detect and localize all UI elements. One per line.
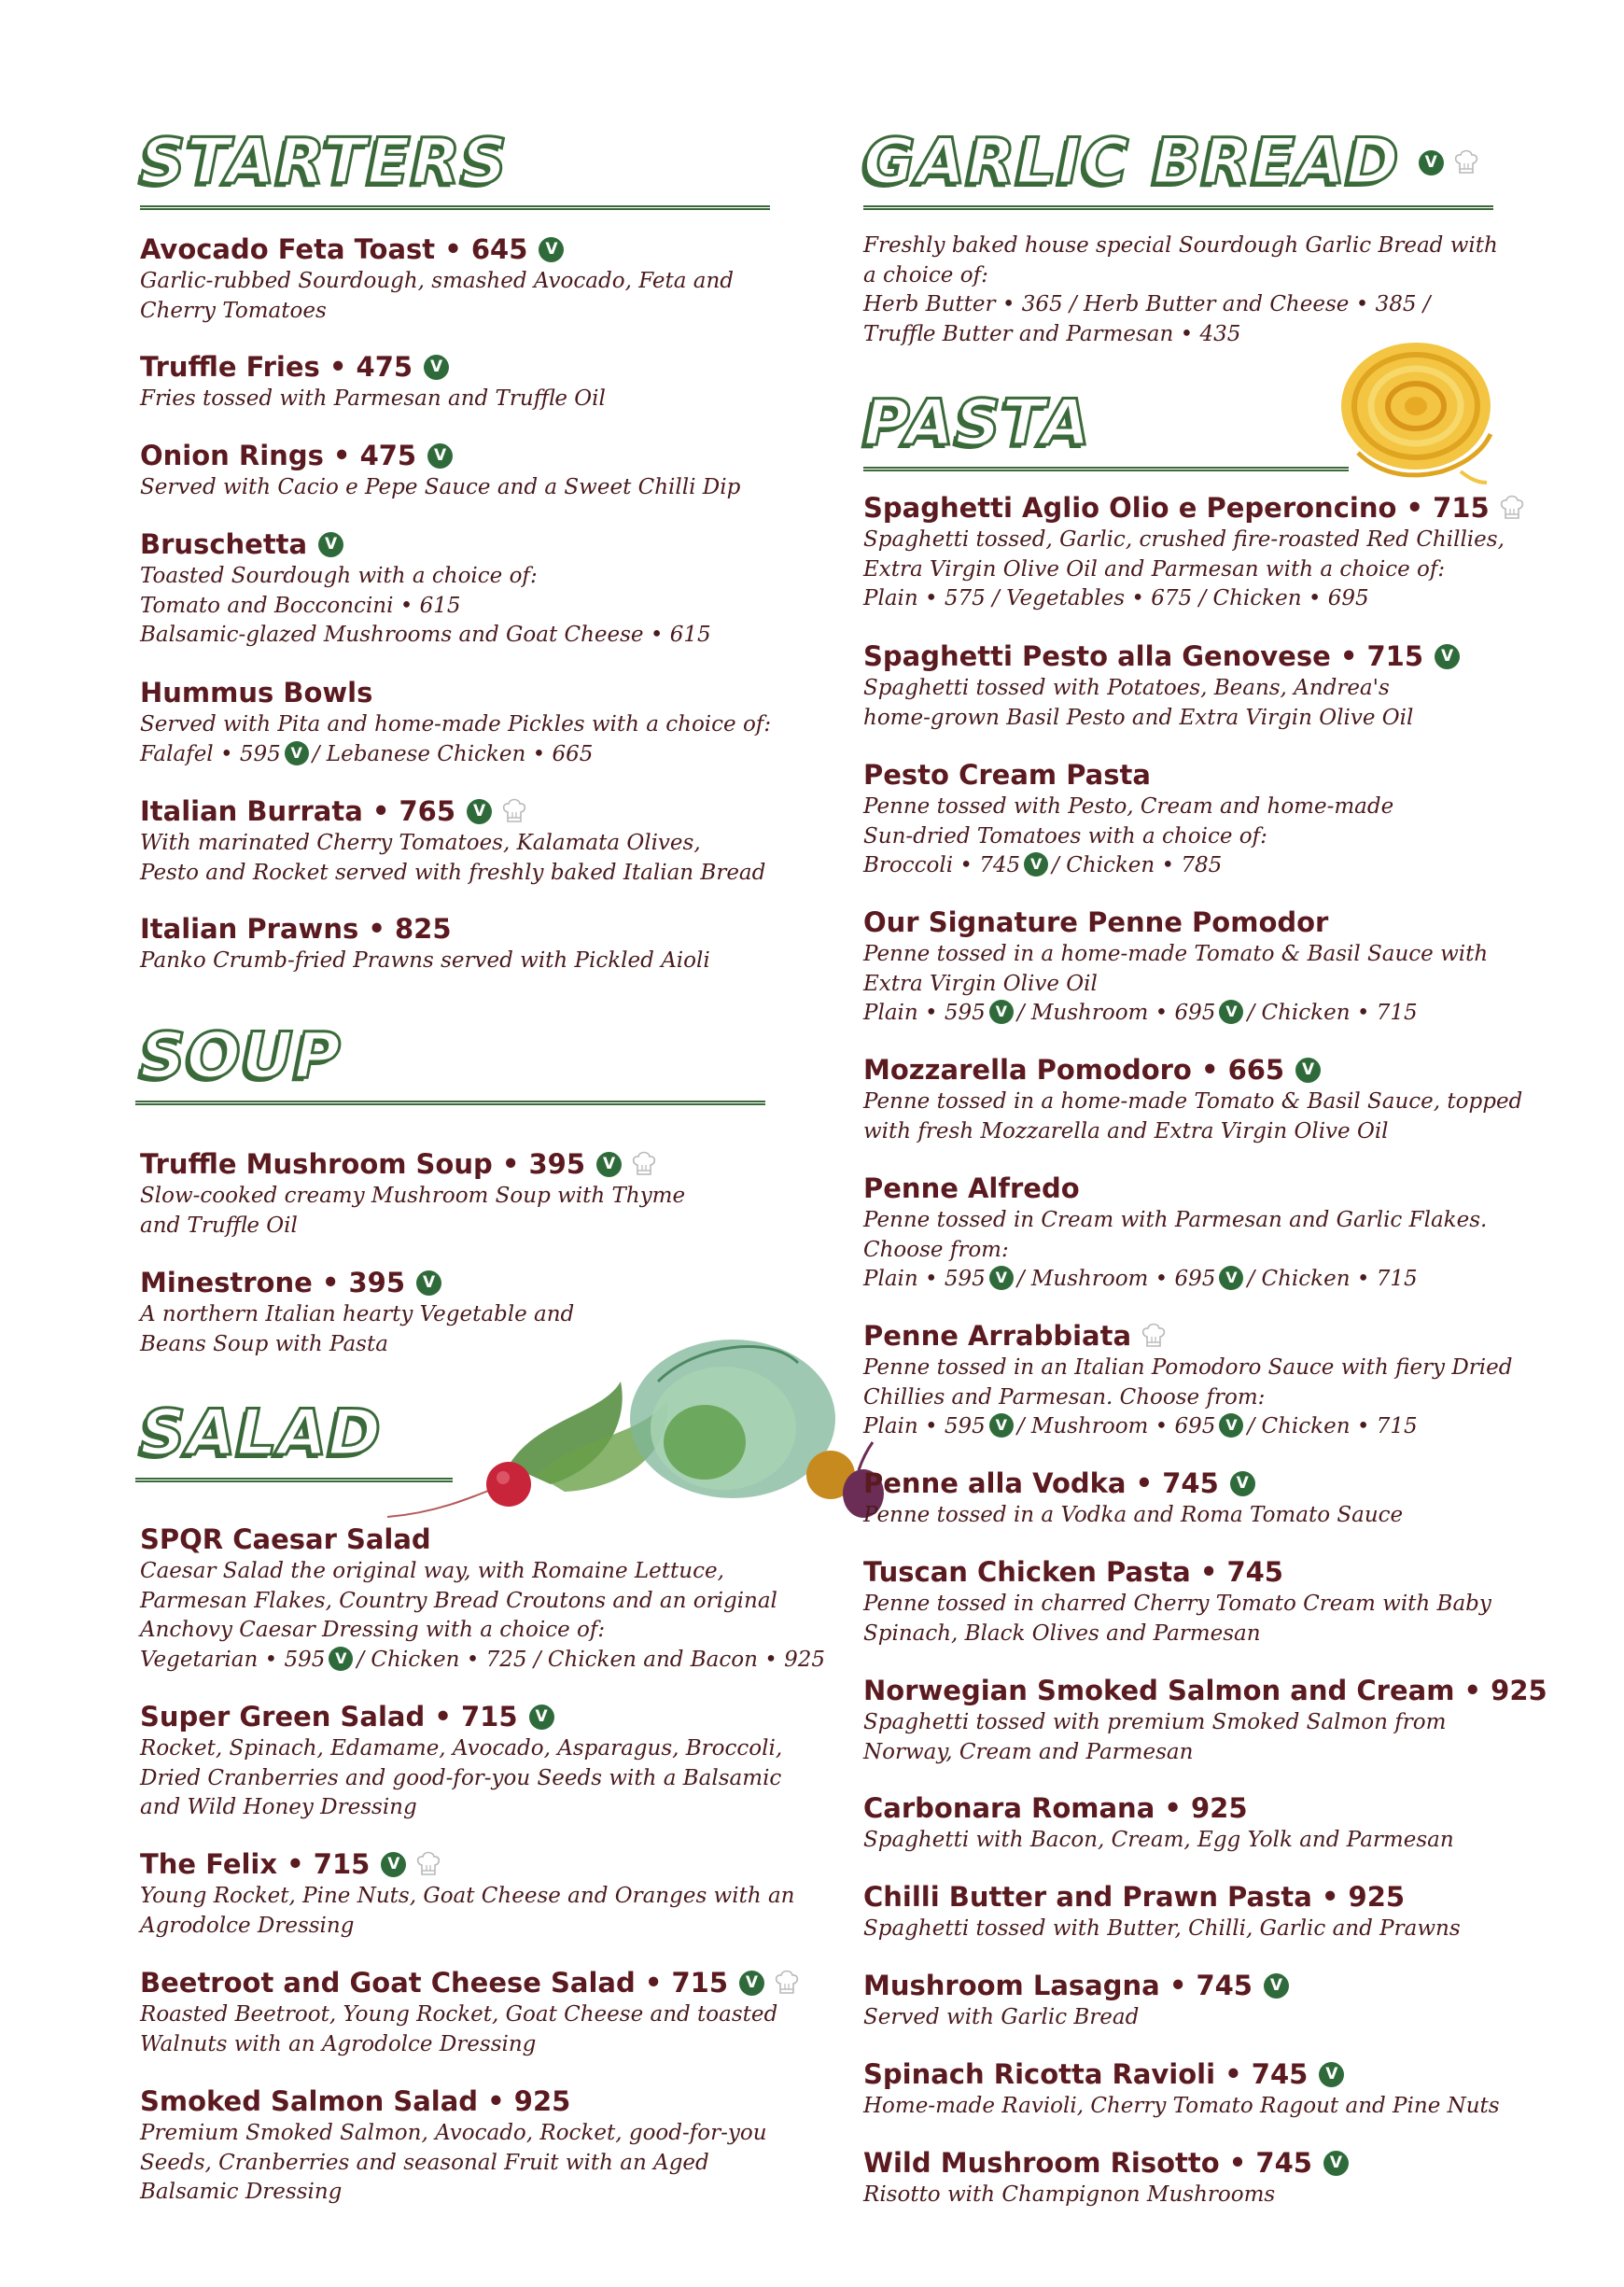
veg-icon: V [989,1000,1014,1024]
chef-hat-icon [1499,493,1525,523]
menu-item [863,638,1507,733]
item-title: Truffle Mushroom Soup • 395 V [140,1146,784,1182]
item-title: Wild Mushroom Risotto • 745 V [863,2145,1507,2181]
menu-item [863,757,1507,881]
item-description: Roasted Beetroot, Young Rocket, Goat Cheese and toasted Walnuts with an Agrodolce Dressing [140,2002,778,2056]
veg-icon: V [596,1152,622,1177]
item-description: Penne tossed in Cream with Parmesan and Garlic Flakes. Choose from: Plain • 595 V / Mushroom • 695 V / Chicken • 715 [863,1208,1488,1291]
item-description: Penne tossed with Pesto, Cream and home-made Sun-dried Tomatoes with a choice of: Broccoli • 745 V / Chicken • 785 [863,794,1394,877]
item-title: Onion Rings • 475 V [140,438,784,473]
veg-icon: V [989,1266,1014,1290]
chef-hat-icon [415,1849,441,1879]
item-description: Penne tossed in a home-made Tomato & Basil Sauce with Extra Virgin Olive Oil Plain • 595 V / Mushroom • 695 V / Chicken • 715 [863,942,1489,1025]
item-title: Tuscan Chicken Pasta • 745 [863,1556,1283,1588]
item-title: Super Green Salad • 715 V [140,1699,784,1734]
section-divider [140,205,770,210]
menu-item [140,911,784,976]
item-description: Penne tossed in an Italian Pomodoro Sauce with fiery Dried Chillies and Parmesan. Choose from: Plain • 595 V / Mushroom • 695 V / Chicken • 715 [863,1355,1513,1438]
menu-item [863,1968,1507,2033]
veg-icon: V [539,237,564,262]
item-description: Home-made Ravioli, Cherry Tomato Ragout and Pine Nuts [863,2094,1500,2118]
menu-item [863,1466,1507,1531]
section-heading-pasta: PASTA [863,386,1091,460]
item-title: Italian Burrata • 765 V [140,793,784,829]
item-title: Norwegian Smoked Salmon and Cream • 925 [863,1675,1547,1706]
veg-icon: V [1295,1058,1321,1083]
item-title: Penne Alfredo [863,1172,1080,1204]
item-title: Beetroot and Goat Cheese Salad • 715 V [140,1965,784,2000]
item-description: Slow-cooked creamy Mushroom Soup with Thyme and Truffle Oil [140,1184,686,1238]
chef-hat-icon [774,1968,800,1998]
garlic-bread-description: Freshly baked house special Sourdough Garlic Bread with a choice of: Herb Butter • 365 / Herb Butter and Cheese • 385 / Truffle Butter and Parmesan • 435 [863,233,1498,346]
menu-item [863,1673,1547,1767]
veg-icon: V [1419,150,1444,175]
veg-icon: V [318,532,343,557]
veg-icon: V [1323,2151,1349,2176]
section-divider [135,1101,765,1105]
veg-icon: V [1219,1000,1243,1024]
item-title: Mushroom Lasagna • 745 V [863,1968,1507,2003]
pasta-nest-illustration [1330,331,1498,494]
item-title: Carbonara Romana • 925 [863,1792,1248,1824]
menu-item [863,1318,1513,1442]
section-heading-salad: SALAD [140,1396,383,1470]
item-description: A northern Italian hearty Vegetable and Beans Soup with Pasta [140,1302,575,1356]
menu-item [140,1846,795,1941]
menu-item [140,1699,784,1823]
veg-icon: V [329,1647,353,1671]
garlic-bread-heading-row [863,125,1479,199]
veg-icon: V [427,443,453,469]
item-title: SPQR Caesar Salad [140,1523,431,1555]
menu-item [140,232,784,326]
veg-icon: V [1319,2062,1344,2087]
menu-item [140,1965,784,2059]
veg-icon: V [381,1852,406,1877]
veg-icon: V [1230,1471,1255,1496]
menu-item [140,1146,784,1241]
item-description: Served with Garlic Bread [863,2005,1140,2029]
menu-item [863,2145,1507,2210]
chef-hat-icon [631,1149,657,1179]
menu-item [863,1052,1523,1146]
menu-item [863,2056,1507,2122]
menu-item [140,2084,784,2208]
section-heading-soup: SOUP [140,1019,342,1093]
item-title: Chilli Butter and Prawn Pasta • 925 [863,1881,1406,1913]
item-description: Risotto with Champignon Mushrooms [863,2182,1276,2207]
section-divider [863,205,1493,210]
item-title: Penne alla Vodka • 745 V [863,1466,1507,1501]
item-description: Spaghetti tossed with Potatoes, Beans, Andrea's home-grown Basil Pesto and Extra Virgin Olive Oil [863,676,1414,730]
section-divider [863,467,1349,471]
item-title: Hummus Bowls [140,677,373,709]
veg-icon: V [1435,644,1460,669]
menu-item [863,490,1507,614]
item-description: Premium Smoked Salmon, Avocado, Rocket, good-for-you Seeds, Cranberries and seasonal Fruit with an Aged Balsamic Dressing [140,2121,767,2204]
veg-icon: V [529,1705,554,1730]
item-title: Penne Arrabbiata [863,1318,1507,1354]
item-title: Minestrone • 395 V [140,1265,784,1300]
menu-item [140,526,784,651]
chef-hat-icon [1141,1321,1167,1351]
veg-icon: V [1264,1973,1289,1999]
menu-item [140,1522,826,1675]
item-description: Panko Crumb-fried Prawns served with Pickled Aioli [140,948,710,973]
item-title: Avocado Feta Toast • 645 V [140,232,784,267]
menu-item [863,905,1507,1029]
item-description: Toasted Sourdough with a choice of: Tomato and Bocconcini • 615 Balsamic-glazed Mushrooms and Goat Cheese • 615 [140,564,711,647]
veg-icon: V [285,741,309,765]
item-title: Spinach Ricotta Ravioli • 745 V [863,2056,1507,2092]
item-title: Smoked Salmon Salad • 925 [140,2085,571,2117]
item-description: Penne tossed in charred Cherry Tomato Cream with Baby Spinach, Black Olives and Parmesan [863,1592,1491,1646]
item-description: Spaghetti with Bacon, Cream, Egg Yolk and Parmesan [863,1828,1454,1852]
menu-item [140,793,784,888]
item-title: Italian Prawns • 825 [140,913,452,945]
item-description: Rocket, Spinach, Edamame, Avocado, Asparagus, Broccoli, Dried Cranberries and good-for-you Seeds with a Balsamic and Wild Honey Dressing [140,1736,783,1819]
veg-icon: V [989,1413,1014,1438]
menu-item [140,349,784,414]
section-heading-garlic-bread: GARLIC BREAD [863,125,1400,199]
item-title: Pesto Cream Pasta [863,759,1151,791]
item-description: Penne tossed in a home-made Tomato & Basil Sauce, topped with fresh Mozzarella and Extra Virgin Olive Oil [863,1089,1523,1144]
chef-hat-icon [501,796,527,826]
item-title: Truffle Fries • 475 V [140,349,784,385]
item-description: Caesar Salad the original way, with Romaine Lettuce, Parmesan Flakes, Country Bread Croutons and an original Anchovy Caesar Dressing with a choice of: Vegetarian • 595 V / Chicken • 725 / Chicken and Bacon • 925 [140,1559,826,1672]
veg-icon: V [467,799,492,824]
item-title: Spaghetti Aglio Olio e Peperoncino • 715 [863,490,1507,526]
veg-icon: V [1024,852,1048,877]
item-description: Spaghetti tossed, Garlic, crushed fire-roasted Red Chillies, Extra Virgin Olive Oil and Parmesan with a choice of: Plain • 575 / Vegetables • 675 / Chicken • 695 [863,527,1505,610]
item-title: Our Signature Penne Pomodor [863,906,1329,938]
item-description: Served with Pita and home-made Pickles with a choice of: Falafel • 595 V / Lebanese Chicken • 665 [140,712,772,766]
menu-item [863,1790,1507,1856]
item-description: Served with Cacio e Pepe Sauce and a Sweet Chilli Dip [140,475,741,499]
salad-vegetables-illustration [387,1326,938,1525]
item-title: Bruschetta V [140,526,784,562]
chef-hat-icon [1453,147,1479,177]
item-description: Spaghetti tossed with Butter, Chilli, Garlic and Prawns [863,1916,1461,1941]
menu-item [863,1879,1507,1944]
veg-icon: V [739,1971,764,1996]
section-heading-starters: STARTERS [140,125,509,199]
item-title: Spaghetti Pesto alla Genovese • 715 V [863,638,1507,674]
item-description: Penne tossed in a Vodka and Roma Tomato Sauce [863,1503,1404,1527]
menu-item [863,1554,1507,1649]
menu-item [140,675,784,769]
veg-icon: V [416,1270,441,1296]
item-description: With marinated Cherry Tomatoes, Kalamata Olives, Pesto and Rocket served with freshly baked Italian Bread [140,831,766,885]
item-title: The Felix • 715 V [140,1846,784,1882]
veg-icon: V [424,355,449,380]
item-description: Garlic-rubbed Sourdough, smashed Avocado, Feta and Cherry Tomatoes [140,269,735,323]
item-description: Fries tossed with Parmesan and Truffle Oil [140,386,606,411]
item-description: Young Rocket, Pine Nuts, Goat Cheese and Oranges with an Agrodolce Dressing [140,1884,795,1938]
item-title: Mozzarella Pomodoro • 665 V [863,1052,1507,1087]
veg-icon: V [1219,1266,1243,1290]
veg-icon: V [1219,1413,1243,1438]
menu-item [140,438,784,503]
menu-item [863,1171,1507,1295]
item-description: Spaghetti tossed with premium Smoked Salmon from Norway, Cream and Parmesan [863,1710,1447,1764]
